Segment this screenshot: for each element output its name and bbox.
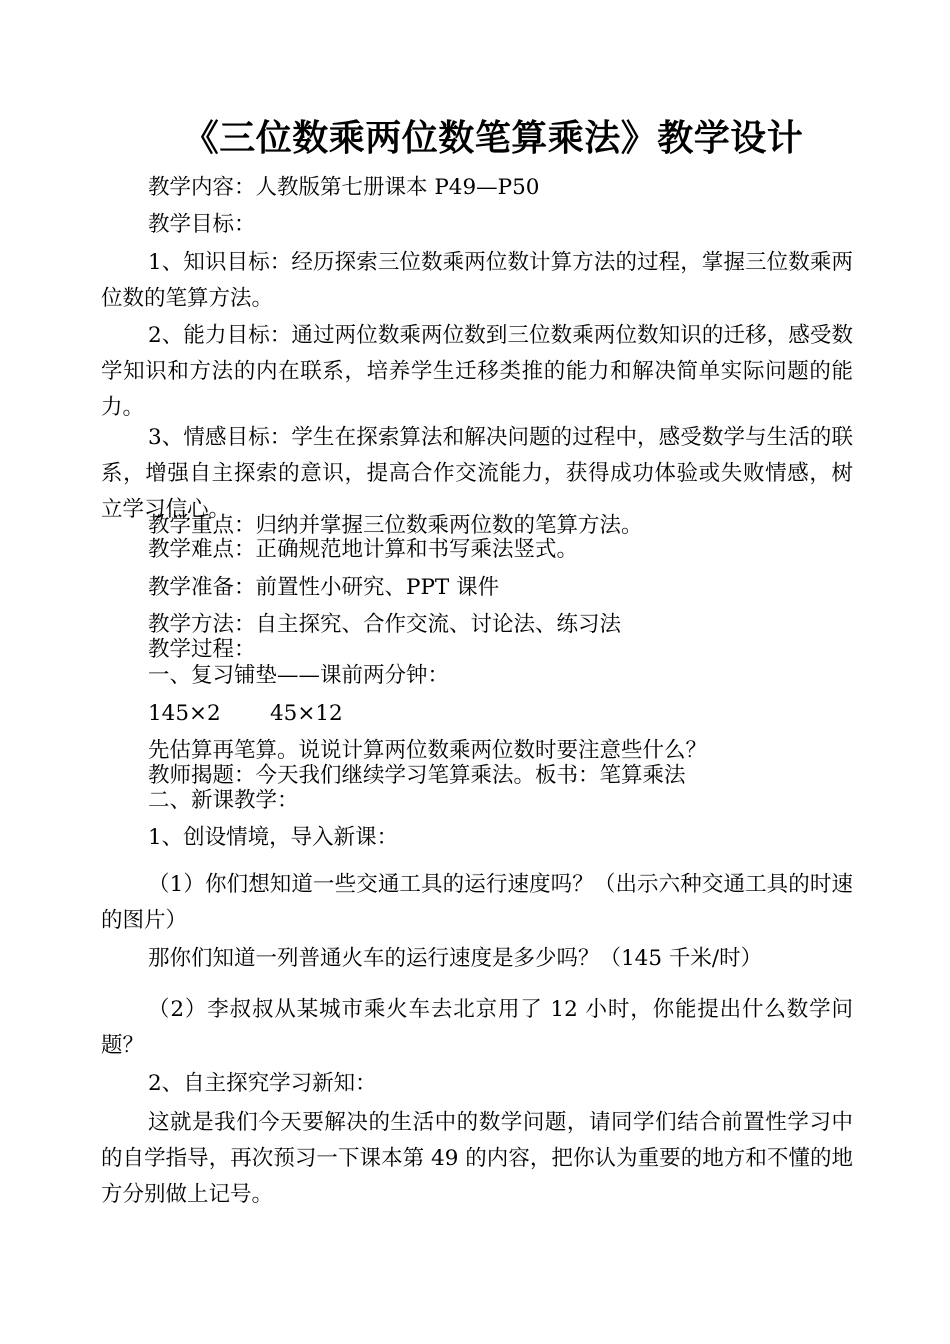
step-1-heading: 1、创设情境，导入新课： [148,825,399,850]
step-2-heading: 2、自主探究学习新知： [148,1071,377,1096]
review-heading: 一、复习铺垫——课前两分钟： [148,663,450,688]
teaching-preparation: 教学准备：前置性小研究、PPT 课件 [148,575,500,600]
goal-emotion: 3、情感目标：学生在探索算法和解决问题的过程中，感受数学与生活的联系，增强自主探索的意识，提高合作交流能力，获得成功体验或失败情感，树立学习信心。 [101,425,853,522]
review-exercises [148,696,343,732]
question-1: （1）你们想知道一些交通工具的运行速度吗？（出示六种交通工具的时速的图片） [101,872,853,933]
goal-knowledge: 1、知识目标：经历探索三位数乘两位数计算方法的过程，掌握三位数乘两位数的笔算方法。 [101,250,853,311]
teaching-goals-heading: 教学目标： [148,212,256,237]
exercise-1: 145×2 [148,701,221,726]
goal-ability: 2、能力目标：通过两位数乘两位数到三位数乘两位数知识的迁移，感受数学知识和方法的内在联系，培养学生迁移类推的能力和解决简单实际问题的能力。 [101,323,853,420]
train-speed-question: 那你们知道一列普通火车的运行速度是多少吗？（145 千米/时） [148,946,763,971]
question-2: （2）李叔叔从某城市乘火车去北京用了 12 小时，你能提出什么数学问题？ [101,997,853,1058]
teacher-reveal: 教师揭题：今天我们继续学习笔算乘法。板书：笔算乘法 [148,763,686,788]
teaching-content: 教学内容：人教版第七册课本 P49—P50 [148,175,540,200]
teaching-difficulty: 教学难点：正确规范地计算和书写乘法竖式。 [148,537,579,562]
document-title: 《三位数乘两位数笔算乘法》教学设计 [182,117,804,159]
teaching-key-point: 教学重点：归纳并掌握三位数乘两位数的笔算方法。 [148,513,643,538]
estimate-question: 先估算再笔算。说说计算两位数乘两位数时要注意些什么？ [148,738,708,763]
teaching-method: 教学方法：自主探究、合作交流、讨论法、练习法 [148,612,622,637]
new-lesson-heading: 二、新课教学： [148,788,299,813]
exercise-2: 45×12 [270,701,343,726]
teaching-process-heading: 教学过程： [148,637,256,662]
explore-paragraph: 这就是我们今天要解决的生活中的数学问题，请同学们结合前置性学习中的自学指导，再次预习一下课本第 49 的内容，把你认为重要的地方和不懂的地方分别做上记号。 [101,1110,853,1207]
